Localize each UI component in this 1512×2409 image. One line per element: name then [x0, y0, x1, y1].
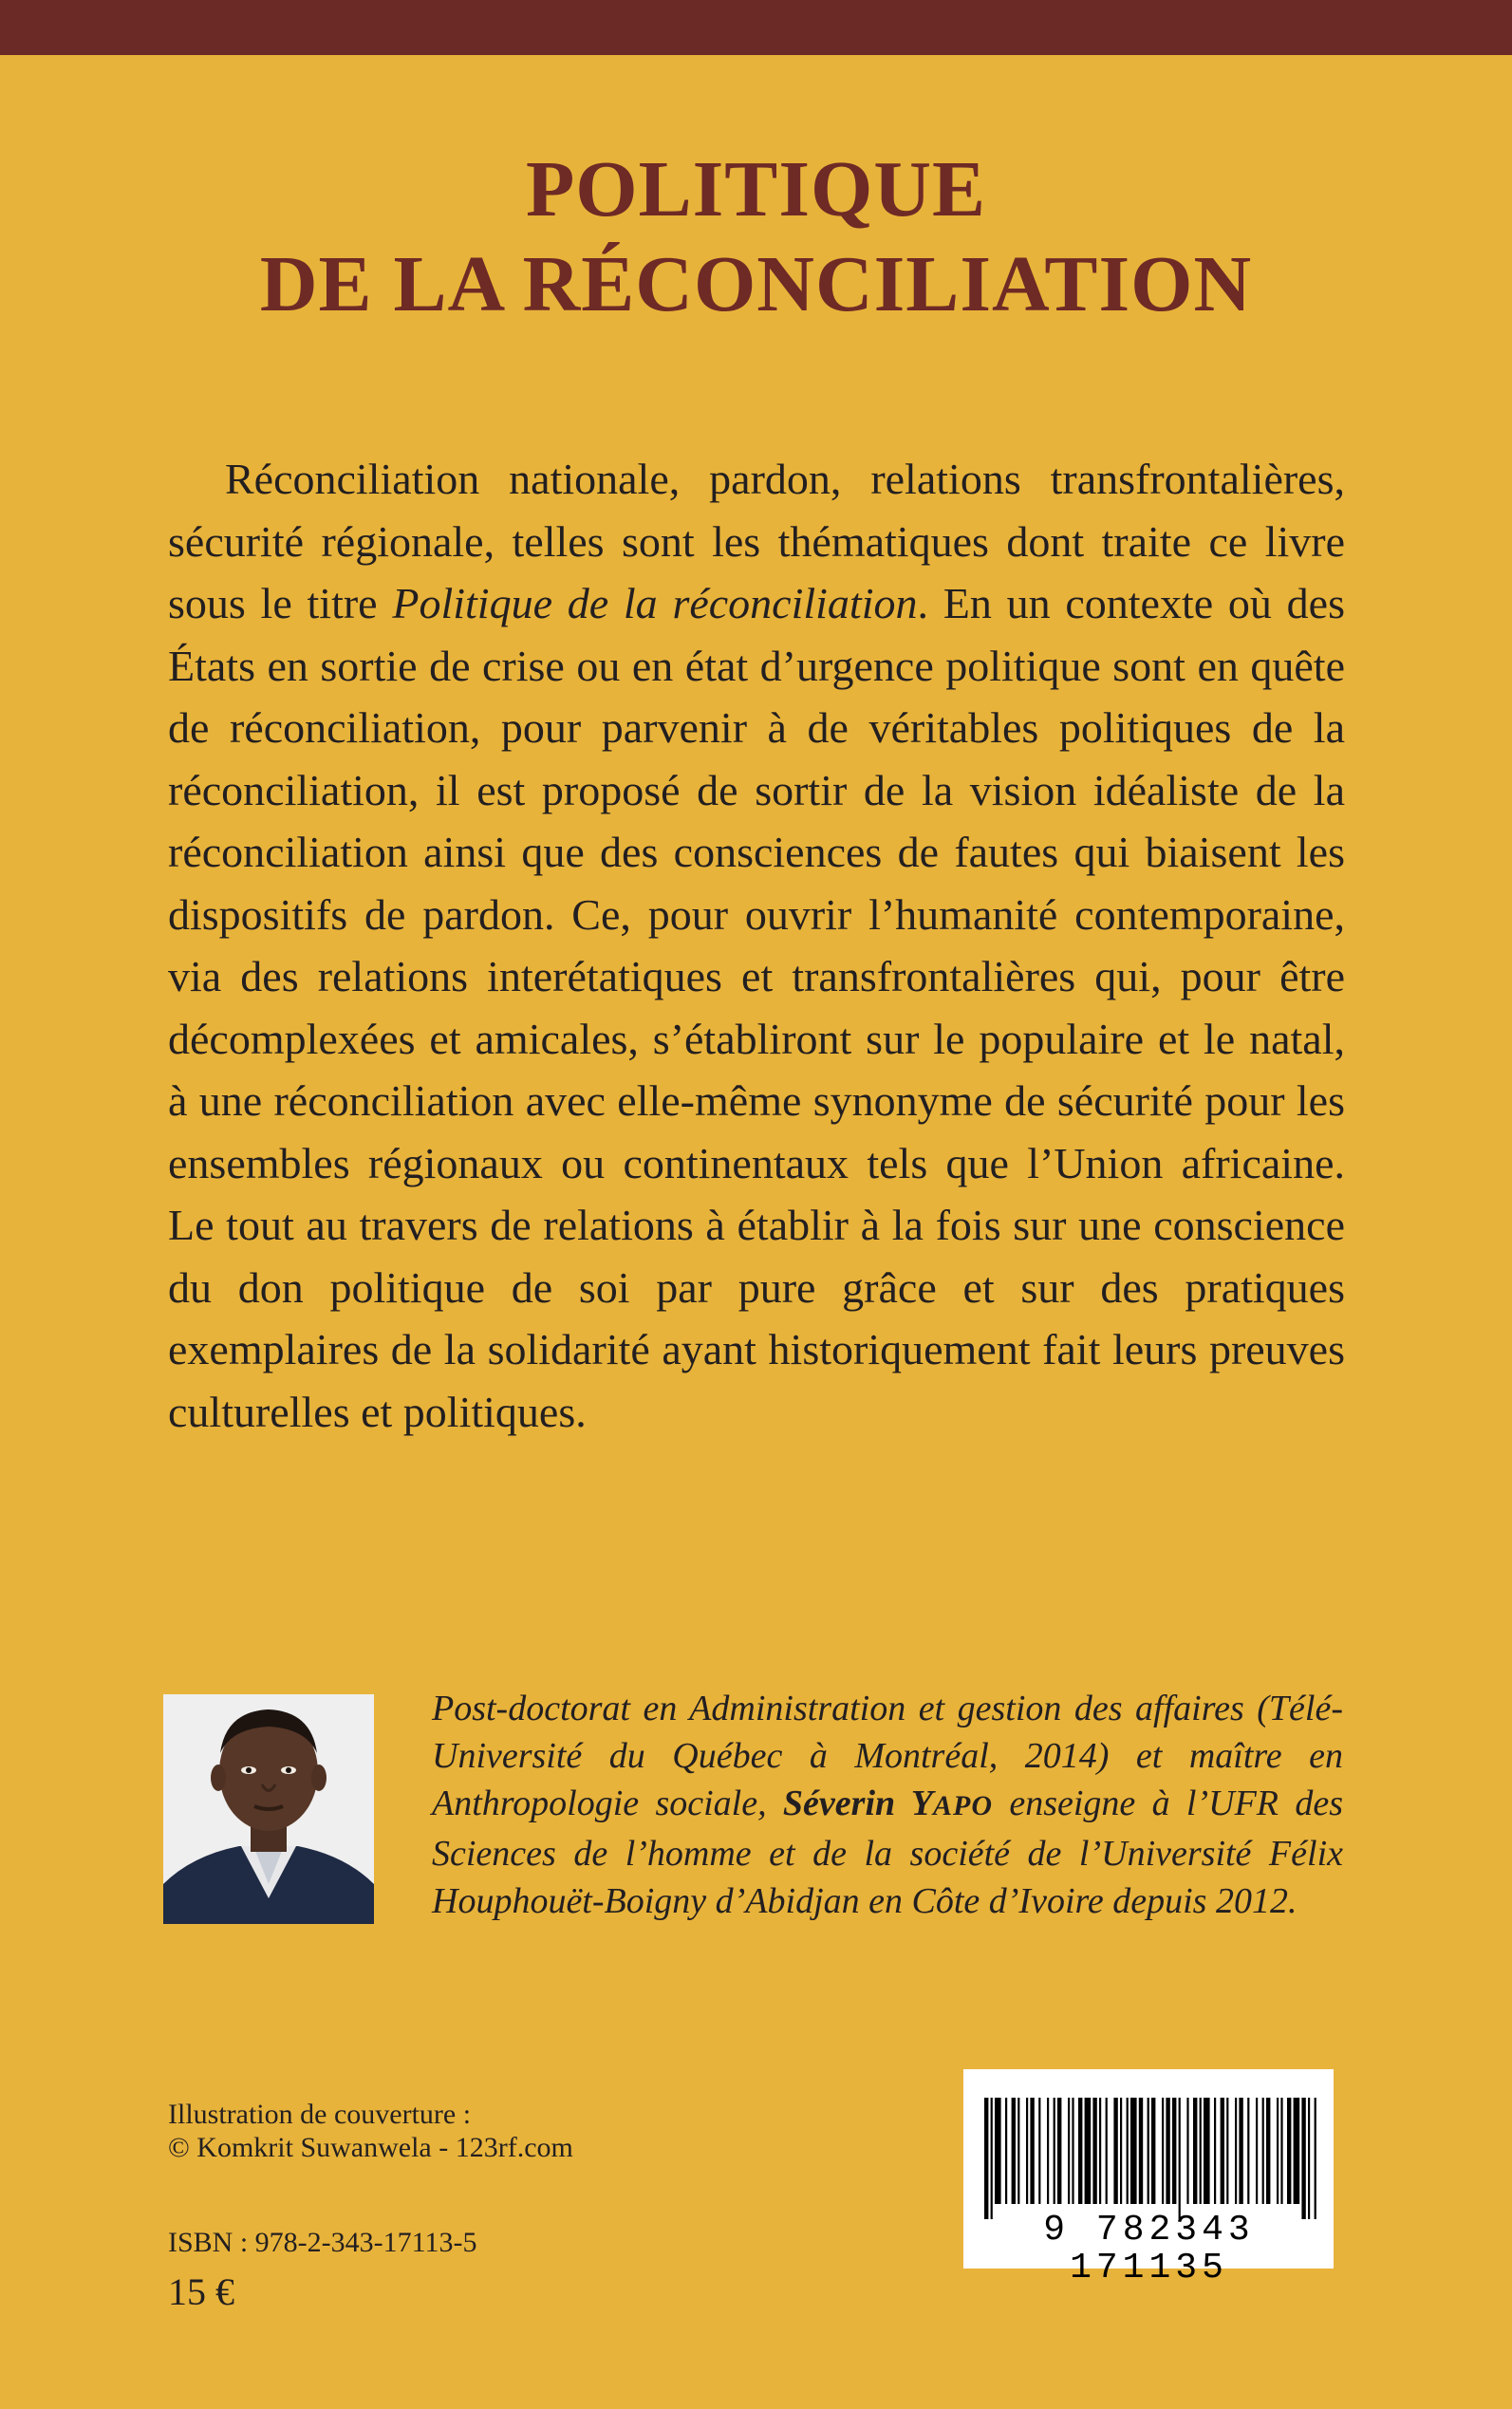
barcode-bar: [1092, 2098, 1096, 2204]
barcode-bar: [1012, 2098, 1016, 2204]
barcode-bar: [1057, 2098, 1061, 2204]
barcode-bar: [1072, 2098, 1073, 2204]
barcode-bar: [1120, 2098, 1122, 2204]
barcode-bar: [1193, 2098, 1197, 2204]
barcode-bar: [984, 2098, 988, 2219]
barcode-bar: [1026, 2098, 1028, 2204]
bio-text-end: enseigne à l’UFR des Sciences de l’homme et de la société de l’Université Félix Houphouët-Boigny d’Abidjan en Côte d’Ivoire depuis 2012.: [432, 1783, 1343, 1921]
barcode-bar: [1172, 2098, 1176, 2204]
title-line-1: POLITIQUE: [525, 145, 987, 233]
author-name: [783, 1783, 993, 1823]
barcode-bar: [1200, 2098, 1202, 2204]
barcode-bar: [1127, 2098, 1129, 2204]
cover-illustration-credits: [168, 2098, 737, 2164]
author-last-name-initial: Y: [910, 1783, 933, 1823]
price: 15 €: [168, 2270, 234, 2313]
barcode-bar: [1247, 2098, 1249, 2204]
barcode-bar: [1214, 2098, 1216, 2204]
barcode-bar: [1266, 2098, 1270, 2204]
illustration-label: Illustration de couverture :: [168, 2099, 472, 2130]
barcode-bar: [1239, 2098, 1242, 2204]
summary-book-title: Politique de la réconciliation: [392, 579, 918, 627]
barcode-bar: [1085, 2098, 1092, 2204]
barcode-bar: [1294, 2098, 1300, 2204]
title-line-2: DE LA RÉCONCILIATION: [259, 240, 1253, 328]
author-last-name-rest: APO: [933, 1790, 993, 1821]
illustration-credit: © Komkrit Suwanwela - 123rf.com: [168, 2132, 573, 2163]
barcode-bar: [1166, 2098, 1169, 2204]
barcode-bar: [1099, 2098, 1101, 2204]
back-cover-summary: [168, 448, 1345, 1443]
summary-text-start: Réconciliation nationale, pardon, relations transfrontalières, sécurité régionale, telles sont les thématiques dont traite ce livre sous le titre: [168, 455, 1345, 627]
barcode-bar: [1047, 2098, 1049, 2204]
barcode-bar: [1315, 2098, 1316, 2219]
barcode-bar: [1106, 2098, 1108, 2204]
barcode-bar: [1287, 2098, 1291, 2204]
barcode-bar: [1005, 2098, 1007, 2204]
barcode-bar: [1038, 2098, 1040, 2204]
barcode-bar: [1030, 2098, 1034, 2204]
barcode-bar: [1204, 2098, 1210, 2204]
barcode-bar: [1139, 2098, 1143, 2204]
author-photo: [163, 1694, 374, 1924]
barcode-bar: [1301, 2098, 1305, 2219]
barcode-bar: [1277, 2098, 1279, 2204]
barcode-bar: [1068, 2098, 1070, 2204]
barcode-bar: [1148, 2098, 1149, 2204]
summary-text-end: . En un contexte où des États en sortie de crise ou en état d’urgence politique sont en quête de réconciliation, pour parvenir à de véritables politiques de la réconciliation, il est proposé de sortir de la vision idéaliste de la réconciliation ainsi que des consciences de fautes qui biaisent les dispositifs de pardon. Ce, pour ouvrir l’humanité contemporaine, via des relations interétatiques et transfrontalières qui, pour être décomplexées et amicales, s’établiront sur le populaire et le natal, à une réconciliation avec elle-même synonyme de sécurité pour les ensembles régionaux ou continentaux tels que l’Union africaine. Le tout au travers de relations à établir à la fois sur une conscience du don politique de soi par pure grâce et sur des pratiques exemplaires de la solidarité ayant historiquement fait leurs preuves culturelles et politiques.: [168, 579, 1345, 1436]
barcode-bar: [1186, 2098, 1188, 2204]
barcode-bar: [1308, 2098, 1310, 2219]
book-title: [0, 142, 1512, 332]
barcode-bar: [1162, 2098, 1164, 2204]
barcode-bar: [1078, 2098, 1082, 2204]
isbn: ISBN : 978-2-343-17113-5: [168, 2227, 477, 2258]
barcode-bar: [1280, 2098, 1282, 2204]
bio-text-start: Post-doctorat en Administration et gestion des affaires (Télé-Université du Québec à Montréal, 2014) et maître en Anthropologie sociale,: [432, 1689, 1343, 1823]
barcode-bar: [1256, 2098, 1258, 2204]
barcode-bar: [1151, 2098, 1155, 2204]
barcode-bar: [1235, 2098, 1237, 2204]
barcode-bar: [1017, 2098, 1019, 2204]
barcode-bar: [1054, 2098, 1055, 2204]
barcode-bar: [1130, 2098, 1137, 2204]
barcode-bar: [991, 2098, 993, 2219]
barcode-bar: [995, 2098, 1001, 2204]
top-color-band: [0, 0, 1512, 55]
barcode-bar: [1221, 2098, 1224, 2204]
author-biography: [432, 1685, 1343, 1925]
author-portrait-image: [163, 1694, 374, 1924]
barcode-digits: 9 782343 171135: [1043, 2210, 1255, 2288]
barcode-bar: [1113, 2098, 1117, 2204]
barcode-bar: [1179, 2098, 1181, 2219]
author-first-name: Séverin: [782, 1783, 896, 1823]
barcode-bar: [1226, 2098, 1228, 2204]
barcode-bar: [1262, 2098, 1264, 2204]
